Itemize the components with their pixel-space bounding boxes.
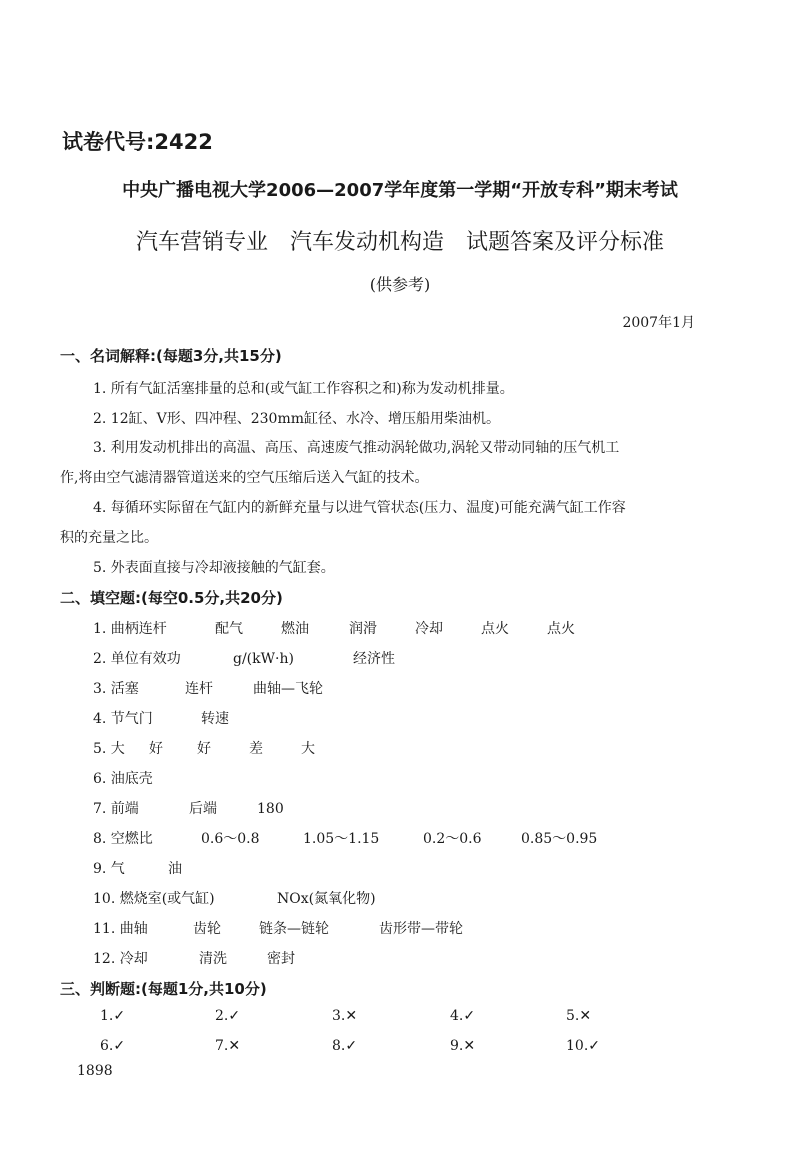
fill-answer: 链条—链轮 xyxy=(259,921,329,937)
judge-answer: 2.✓ xyxy=(215,1008,241,1024)
fill-answer: 好 xyxy=(197,741,211,757)
judge-answer: 5.✕ xyxy=(566,1008,592,1024)
judge-answer: 9.✕ xyxy=(450,1038,476,1054)
fill-answer: 0.6～0.8 xyxy=(201,831,260,847)
fill-row-12 xyxy=(93,948,295,968)
answer-item: 1. 所有气缸活塞排量的总和(或气缸工作容积之和)称为发动机排量。 xyxy=(93,381,514,397)
fill-answer: 10. 燃烧室(或气缸) xyxy=(93,891,215,907)
fill-row-8 xyxy=(93,828,597,848)
answer-item: 5. 外表面直接与冷却液接触的气缸套。 xyxy=(93,560,335,576)
fill-answer: 6. 油底壳 xyxy=(93,771,153,787)
judge-answer: 3.✕ xyxy=(332,1008,358,1024)
fill-answer: 8. 空燃比 xyxy=(93,831,153,847)
fill-row-11 xyxy=(93,918,463,938)
fill-answer: 燃油 xyxy=(281,621,309,637)
fill-answer: 3. 活塞 xyxy=(93,681,139,697)
judge-answer: 10.✓ xyxy=(566,1038,600,1054)
fill-answer: 0.85～0.95 xyxy=(521,831,598,847)
fill-answer: 转速 xyxy=(201,711,229,727)
fill-answer: 0.2～0.6 xyxy=(423,831,482,847)
fill-answer: 1. 曲柄连杆 xyxy=(93,621,167,637)
fill-row-6 xyxy=(93,768,153,788)
judge-answer: 6.✓ xyxy=(100,1038,126,1054)
judge-answer: 1.✓ xyxy=(100,1008,126,1024)
fill-answer: g/(kW·h) xyxy=(233,651,294,667)
fill-answer: 4. 节气门 xyxy=(93,711,153,727)
fill-answer: 差 xyxy=(249,741,263,757)
fill-row-10 xyxy=(93,888,376,908)
fill-row-1 xyxy=(93,618,575,638)
fill-row-3 xyxy=(93,678,323,698)
answer-item: 2. 12缸、V形、四冲程、230mm缸径、水冷、增压船用柴油机。 xyxy=(93,411,501,427)
page-number: 1898 xyxy=(77,1063,113,1079)
answer-item: 3. 利用发动机排出的高温、高压、高速废气推动涡轮做功,涡轮又带动同轴的压气机工 xyxy=(93,440,620,456)
fill-answer: NOx(氮氧化物) xyxy=(277,891,376,907)
exam-code: 试卷代号:2422 xyxy=(62,130,213,154)
fill-answer: 清洗 xyxy=(199,951,227,967)
fill-answer: 9. 气 xyxy=(93,861,125,877)
fill-answer: 5. 大 xyxy=(93,741,125,757)
section3-heading: 三、判断题:(每题1分,共10分) xyxy=(60,980,267,998)
exam-subtitle: 汽车营销专业 汽车发动机构造 试题答案及评分标准 xyxy=(135,230,664,255)
fill-answer: 好 xyxy=(149,741,163,757)
fill-answer: 后端 xyxy=(189,801,217,817)
fill-answer: 180 xyxy=(257,801,284,817)
exam-title: 中央广播电视大学2006—2007学年度第一学期“开放专科”期末考试 xyxy=(122,180,678,201)
fill-answer: 点火 xyxy=(481,621,509,637)
fill-answer: 点火 xyxy=(547,621,575,637)
fill-answer: 配气 xyxy=(215,621,243,637)
fill-answer: 12. 冷却 xyxy=(93,951,148,967)
fill-row-9 xyxy=(93,858,182,878)
fill-answer: 齿形带—带轮 xyxy=(379,921,463,937)
section1-heading: 一、名词解释:(每题3分,共15分) xyxy=(60,347,282,365)
fill-answer: 油 xyxy=(168,861,182,877)
fill-answer: 齿轮 xyxy=(193,921,221,937)
exam-date: 2007年1月 xyxy=(622,315,695,331)
section2-heading: 二、填空题:(每空0.5分,共20分) xyxy=(60,589,283,607)
fill-answer: 11. 曲轴 xyxy=(93,921,148,937)
answer-item: 4. 每循环实际留在气缸内的新鲜充量与以进气管状态(压力、温度)可能充满气缸工作容 xyxy=(93,500,626,516)
answer-item-continued: 积的充量之比。 xyxy=(60,530,158,546)
judge-answer: 8.✓ xyxy=(332,1038,358,1054)
fill-answer: 1.05～1.15 xyxy=(303,831,380,847)
fill-answer: 7. 前端 xyxy=(93,801,139,817)
fill-answer: 连杆 xyxy=(185,681,213,697)
fill-row-4 xyxy=(93,708,229,728)
fill-answer: 大 xyxy=(301,741,315,757)
judge-answer: 4.✓ xyxy=(450,1008,476,1024)
answer-item-continued: 作,将由空气滤清器管道送来的空气压缩后送入气缸的技术。 xyxy=(60,470,429,486)
fill-answer: 2. 单位有效功 xyxy=(93,651,181,667)
reference-note: (供参考) xyxy=(369,275,431,294)
fill-answer: 冷却 xyxy=(415,621,443,637)
fill-answer: 经济性 xyxy=(353,651,395,667)
fill-row-2 xyxy=(93,648,395,668)
fill-answer: 润滑 xyxy=(349,621,377,637)
judge-answer: 7.✕ xyxy=(215,1038,241,1054)
fill-row-7 xyxy=(93,798,284,818)
fill-row-5 xyxy=(93,738,315,758)
fill-answer: 密封 xyxy=(267,951,295,967)
fill-answer: 曲轴—飞轮 xyxy=(253,681,323,697)
